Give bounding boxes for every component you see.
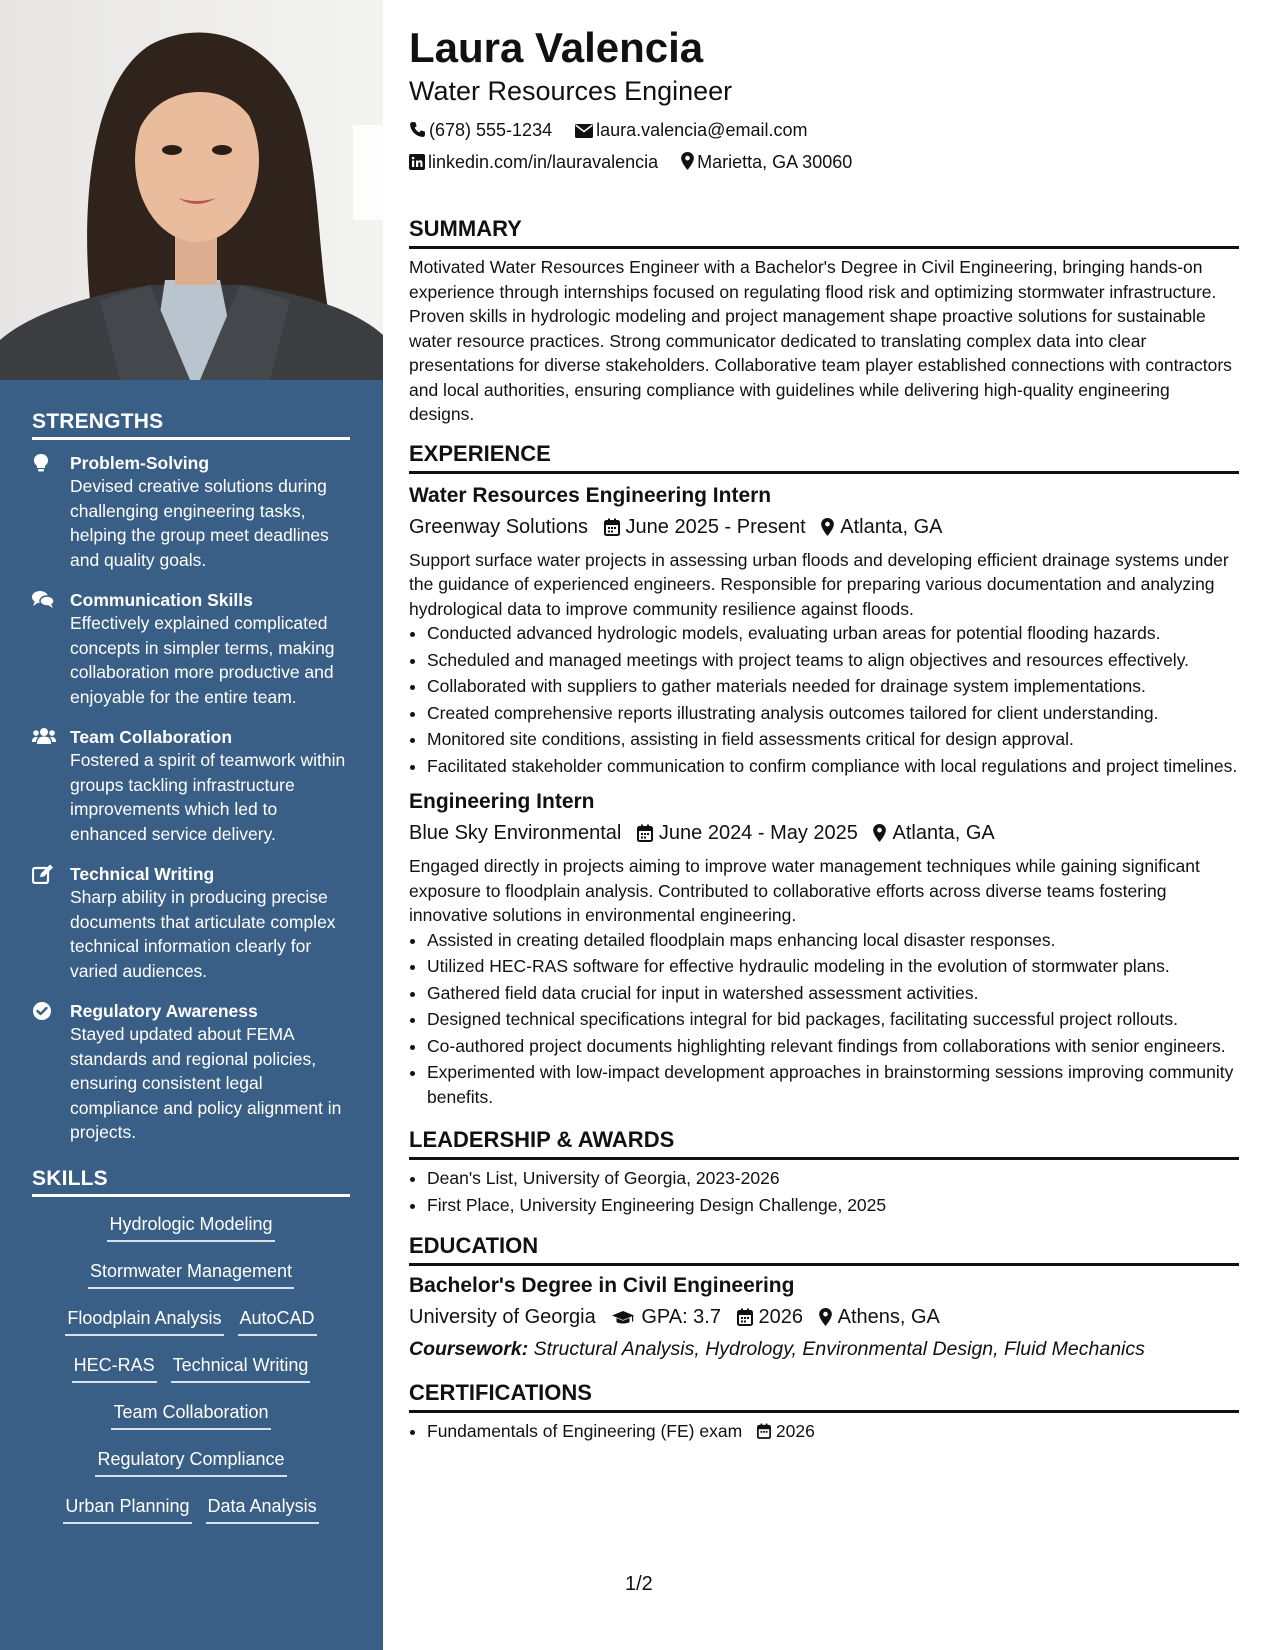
job-location: Atlanta, GA bbox=[840, 515, 943, 538]
list-item: • Collaborated with suppliers to gather materials needed for drainage system implementations. bbox=[427, 674, 1239, 699]
job-summary: Engaged directly in projects aiming to improve water management techniques while gaining significant exposure to floodplain analysis. Contributed to collaborative efforts across diverse teams fostering innovative solutions in environmental engineering. bbox=[409, 856, 1200, 925]
strength-item bbox=[32, 863, 350, 983]
phone-contact[interactable] bbox=[409, 120, 557, 140]
job-location: Atlanta, GA bbox=[892, 822, 995, 844]
summary-heading: SUMMARY bbox=[409, 216, 1239, 249]
strength-description: Sharp ability in producing precise documents that articulate complex technical information clearly for varied audiences. bbox=[70, 887, 336, 981]
leadership-heading: LEADERSHIP & AWARDS bbox=[409, 1127, 1239, 1160]
job-entry bbox=[409, 482, 1239, 779]
check-circle-icon bbox=[32, 1001, 54, 1021]
job-bullets bbox=[409, 621, 1239, 778]
coursework-label: Coursework: bbox=[409, 1338, 529, 1360]
candidate-role: Water Resources Engineer bbox=[409, 76, 733, 106]
company-name: Blue Sky Environmental bbox=[409, 822, 622, 844]
certifications-heading: CERTIFICATIONS bbox=[409, 1380, 1239, 1413]
linkedin-contact[interactable] bbox=[409, 152, 663, 172]
skill-tag: AutoCAD bbox=[238, 1303, 317, 1336]
list-item: • Designed technical specifications integral for bid packages, facilitating successful project rollouts. bbox=[427, 1007, 1239, 1032]
gpa: GPA: 3.7 bbox=[641, 1306, 721, 1328]
map-marker-icon bbox=[811, 516, 840, 538]
strength-title: Regulatory Awareness bbox=[70, 1001, 258, 1021]
list-item: • Conducted advanced hydrologic models, evaluating urban areas for potential flooding hazards. bbox=[427, 621, 1239, 646]
skill-tag: Technical Writing bbox=[171, 1350, 311, 1383]
coursework bbox=[409, 1334, 1239, 1364]
certification-name: Fundamentals of Engineering (FE) exam bbox=[427, 1421, 743, 1441]
email-contact[interactable] bbox=[575, 120, 807, 140]
skill-tag: Stormwater Management bbox=[88, 1256, 294, 1289]
list-item bbox=[427, 1419, 1239, 1444]
calendar-icon bbox=[627, 822, 659, 844]
education-heading: EDUCATION bbox=[409, 1233, 1239, 1266]
degree-title: Bachelor's Degree in Civil Engineering bbox=[409, 1274, 795, 1297]
job-meta bbox=[409, 818, 1239, 848]
comments-icon bbox=[32, 590, 54, 610]
skill-tag: Urban Planning bbox=[63, 1491, 191, 1524]
skill-tag: Hydrologic Modeling bbox=[107, 1209, 274, 1242]
list-item: • Monitored site conditions, assisting in field assessments critical for design approval. bbox=[427, 727, 1239, 752]
skill-tag: Regulatory Compliance bbox=[95, 1444, 286, 1477]
company-name: Greenway Solutions bbox=[409, 515, 588, 538]
map-marker-icon bbox=[863, 822, 892, 844]
job-bullets bbox=[409, 928, 1239, 1110]
skills-list bbox=[32, 1209, 350, 1524]
job-meta bbox=[409, 512, 1239, 542]
strength-item bbox=[32, 1000, 350, 1145]
job-summary: Support surface water projects in assessing urban floods and developing efficient drainage systems under the guidance of experienced engineers. Responsible for preparing various documentation and analyzing hydrological data to improve community resilience against floods. bbox=[409, 549, 1229, 619]
strength-description: Fostered a spirit of teamwork within groups tackling infrastructure improvements which led to enhanced service delivery. bbox=[70, 750, 346, 844]
contact-info bbox=[409, 114, 1239, 178]
education-meta bbox=[409, 1302, 1239, 1332]
strength-description: Effectively explained complicated concepts in simpler terms, making collaboration more productive and enjoyable for the entire team. bbox=[70, 613, 335, 707]
profile-photo bbox=[0, 0, 383, 380]
list-item: • Co-authored project documents highlighting relevant findings from collaborations with senior engineers. bbox=[427, 1034, 1239, 1059]
skill-tag: HEC-RAS bbox=[72, 1350, 157, 1383]
school-name: University of Georgia bbox=[409, 1306, 596, 1328]
sidebar-content bbox=[32, 410, 350, 1538]
calendar-icon bbox=[727, 1306, 759, 1328]
school-location: Athens, GA bbox=[837, 1306, 940, 1328]
main-content bbox=[409, 22, 1239, 1446]
calendar-icon bbox=[594, 516, 626, 538]
strength-title: Technical Writing bbox=[70, 864, 215, 884]
list-item: • Gathered field data crucial for input in watershed assessment activities. bbox=[427, 981, 1239, 1006]
strength-description: Devised creative solutions during challenging engineering tasks, helping the group meet deadlines and quality goals. bbox=[70, 476, 329, 570]
list-item: • Scheduled and managed meetings with project teams to align objectives and resources effectively. bbox=[427, 648, 1239, 673]
list-item: • Experimented with low-impact development approaches in brainstorming sessions improving community benefits. bbox=[427, 1060, 1239, 1109]
phone-icon bbox=[409, 120, 429, 140]
job-title: Water Resources Engineering Intern bbox=[409, 483, 772, 507]
page-indicator: 1/2 bbox=[625, 1573, 653, 1595]
coursework-list: Structural Analysis, Hydrology, Environmental Design, Fluid Mechanics bbox=[533, 1338, 1145, 1360]
job-title: Engineering Intern bbox=[409, 790, 595, 813]
job-dates: June 2024 - May 2025 bbox=[658, 822, 858, 844]
job-entry bbox=[409, 788, 1239, 1109]
graduation-year: 2026 bbox=[758, 1306, 804, 1328]
skill-tag: Team Collaboration bbox=[111, 1397, 270, 1430]
strength-title: Team Collaboration bbox=[70, 727, 233, 747]
phone-text: (678) 555-1234 bbox=[429, 120, 553, 140]
edit-icon bbox=[32, 864, 54, 884]
skill-tag: Floodplain Analysis bbox=[65, 1303, 223, 1336]
map-marker-icon bbox=[809, 1306, 838, 1328]
strength-item bbox=[32, 589, 350, 709]
linkedin-text: linkedin.com/in/lauravalencia bbox=[428, 152, 659, 172]
skill-tag: Data Analysis bbox=[206, 1491, 319, 1524]
strength-title: Problem-Solving bbox=[70, 453, 210, 473]
skills-heading: SKILLS bbox=[32, 1167, 350, 1197]
strengths-heading: STRENGTHS bbox=[32, 410, 350, 440]
strength-description: Stayed updated about FEMA standards and regional policies, ensuring consistent legal compliance and policy alignment in projects. bbox=[70, 1024, 342, 1142]
certifications-list bbox=[409, 1419, 1239, 1444]
list-item: • Created comprehensive reports illustrating analysis outcomes tailored for client understanding. bbox=[427, 701, 1239, 726]
leadership-list bbox=[409, 1166, 1239, 1217]
graduation-cap-icon bbox=[601, 1306, 641, 1328]
experience-heading: EXPERIENCE bbox=[409, 441, 1239, 474]
users-icon bbox=[32, 727, 54, 747]
list-item: • Dean's List, University of Georgia, 2023-2026 bbox=[427, 1166, 1239, 1191]
strength-item bbox=[32, 726, 350, 846]
lightbulb-icon bbox=[32, 453, 54, 473]
map-marker-icon bbox=[681, 152, 697, 172]
location-text: Marietta, GA 30060 bbox=[697, 152, 853, 172]
sidebar bbox=[0, 0, 383, 1650]
list-item: • Utilized HEC-RAS software for effective hydraulic modeling in the evolution of stormwater plans. bbox=[427, 954, 1239, 979]
strength-title: Communication Skills bbox=[70, 590, 253, 610]
location-contact bbox=[681, 152, 852, 172]
linkedin-icon bbox=[409, 152, 428, 172]
job-dates: June 2025 - Present bbox=[625, 515, 806, 538]
list-item: • Facilitated stakeholder communication to confirm compliance with local regulations and project timelines. bbox=[427, 754, 1239, 779]
certification-year: 2026 bbox=[775, 1421, 815, 1441]
calendar-icon bbox=[757, 1421, 771, 1441]
summary-text: Motivated Water Resources Engineer with a Bachelor's Degree in Civil Engineering, bringing hands-on experience through internships focused on regulating flood risk and optimizing stormwater infrastructure. Proven skills in hydrologic modeling and project management shape proactive solutions for sustainable water resource practices. Strong communicator dedicated to translating complex data into clear presentations for diverse stakeholders. Collaborative team player established connections with contractors and local authorities, ensuring compliance with guidelines while delivering high-quality engineering designs. bbox=[409, 257, 1232, 424]
email-text: laura.valencia@email.com bbox=[596, 120, 808, 140]
strength-item bbox=[32, 452, 350, 572]
list-item: • First Place, University Engineering Design Challenge, 2025 bbox=[427, 1193, 1239, 1218]
envelope-icon bbox=[575, 120, 596, 140]
candidate-name: Laura Valencia bbox=[409, 24, 704, 71]
list-item: • Assisted in creating detailed floodplain maps enhancing local disaster responses. bbox=[427, 928, 1239, 953]
